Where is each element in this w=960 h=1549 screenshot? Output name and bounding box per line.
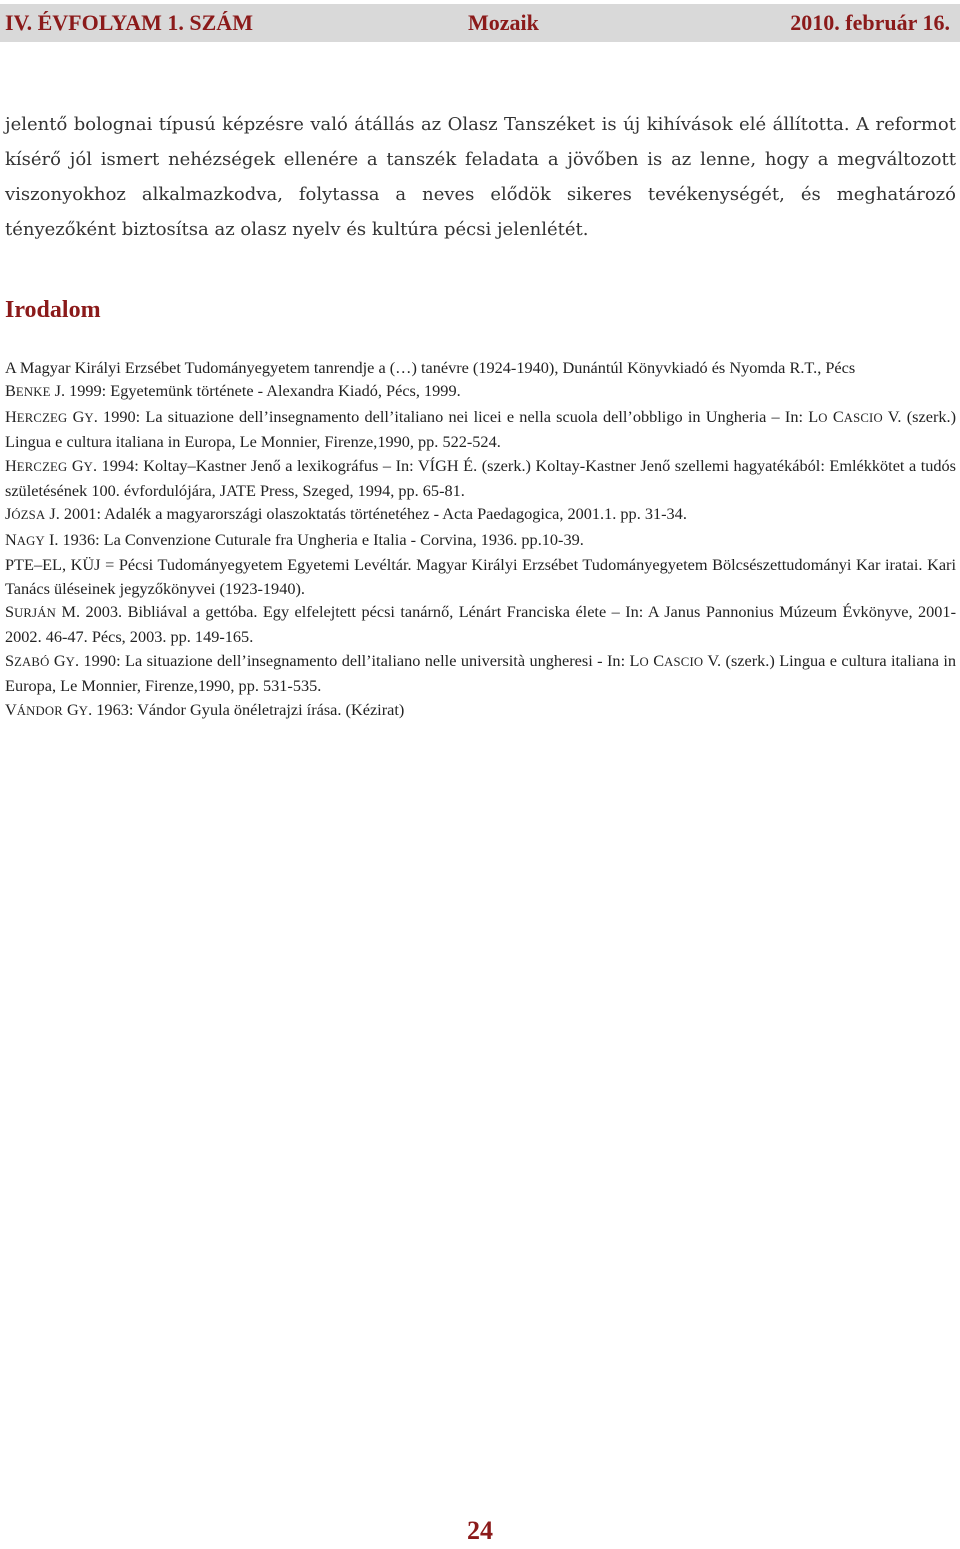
reference-text: V. (szerk.) Lingua e cultura italiana in Europa, Le Monnier, Firenze,1990, pp. 531-535. xyxy=(5,650,957,696)
reference-text: . 1963: Vándor Gyula önéletrajzi írása. (Kézirat) xyxy=(88,699,405,719)
reference-item xyxy=(5,454,956,503)
reference-author: HERCZEG GY xyxy=(5,406,94,426)
reference-author: NAGY I. xyxy=(5,529,59,549)
reference-text: V. (szerk.) Lingua e cultura italiana in Europa, Le Monnier, Firenze,1990, pp. 522-524. xyxy=(5,406,957,452)
reference-author: JÓZSA J. xyxy=(5,504,60,524)
reference-item xyxy=(5,379,956,404)
reference-editor: LO CASCIO xyxy=(629,650,704,670)
reference-text: 1936: La Convenzione Cuturale fra Ungheria e Italia - Corvina, 1936. pp.10-39. xyxy=(58,529,584,549)
reference-item xyxy=(5,649,956,698)
reference-item xyxy=(5,502,956,527)
reference-item xyxy=(5,698,956,723)
reference-item xyxy=(5,528,956,553)
reference-author: SZABÓ GY xyxy=(5,650,76,670)
header-volume: IV. ÉVFOLYAM 1. SZÁM xyxy=(5,10,253,35)
page-number: 24 xyxy=(467,1516,493,1545)
section-title: Irodalom xyxy=(5,297,101,323)
reference-text: 2003. Bibliával a gettóba. Egy elfelejtett pécsi tanárnő, Lénárt Franciska élete – In: A Janus Pannonius Múzeum Évkönyve, 2001-2002. 46-47. Pécs, 2003. pp. 149-165. xyxy=(5,602,956,647)
page-header xyxy=(0,4,960,42)
reference-text: 2001: Adalék a magyarországi olaszoktatás történetéhez - Acta Paedagogica, 2001.1. pp. 31-34. xyxy=(59,504,687,524)
reference-editor: LO CASCIO xyxy=(808,406,883,426)
reference-text: . 1994: Koltay–Kastner Jenő a lexikográfus – In: VÍGH É. (szerk.) Koltay-Kastner Jenő szellemi hagyatékából: Emlékkötet a tudós születésének 100. évfordulójára, JATE Press, Szeged, 1994, pp. 65-81. xyxy=(5,455,957,501)
reference-author: HERCZEG GY xyxy=(5,455,94,475)
reference-text: . 1990: La situazione dell’insegnamento dell’italiano nei licei e nella scuola dell’obbligo in Ungheria – In: xyxy=(93,406,809,426)
header-date: 2010. február 16. xyxy=(790,10,950,35)
reference-text: PTE–EL, KÜJ = Pécsi Tudományegyetem Egyetemi Levéltár. Magyar Királyi Erzsébet Tudományegyetem Bölcsészettudományi Kar iratai. Kari Tanács üléseinek jegyzőkönyvei (1923-1940). xyxy=(5,555,956,598)
reference-text: . 1990: La situazione dell’insegnamento dell’italiano nelle università ungheresi - In: xyxy=(75,650,630,670)
reference-text: A Magyar Királyi Erzsébet Tudományegyetem tanrendje a (…) tanévre (1924-1940), Dunántúl Könyvkiadó és Nyomda R.T., Pécs xyxy=(5,358,856,377)
reference-list xyxy=(5,356,956,723)
reference-author: BENKE J. xyxy=(5,381,66,401)
reference-item xyxy=(5,405,956,454)
reference-item xyxy=(5,600,956,649)
reference-author: VÁNDOR GY xyxy=(5,699,89,719)
reference-author: SURJÁN M. xyxy=(5,602,81,622)
reference-text: 1999: Egyetemünk története - Alexandra Kiadó, Pécs, 1999. xyxy=(65,381,461,401)
reference-item xyxy=(5,553,956,600)
header-magazine: Mozaik xyxy=(468,10,539,35)
reference-item xyxy=(5,356,956,379)
intro-paragraph: jelentő bolognai típusú képzésre való átállás az Olasz Tanszéket is új kihívások elé állította. A reformot kísérő jól ismert nehézségek ellenére a tanszék feladata a jövőben is az lenne, hogy a megváltozott viszonyokhoz alkalmazkodva, folytassa a neves elődök sikeres tevékenységét, és meghatározó tényezőként biztosítsa az olasz nyelv és kultúra pécsi jelenlétét. xyxy=(5,114,956,240)
